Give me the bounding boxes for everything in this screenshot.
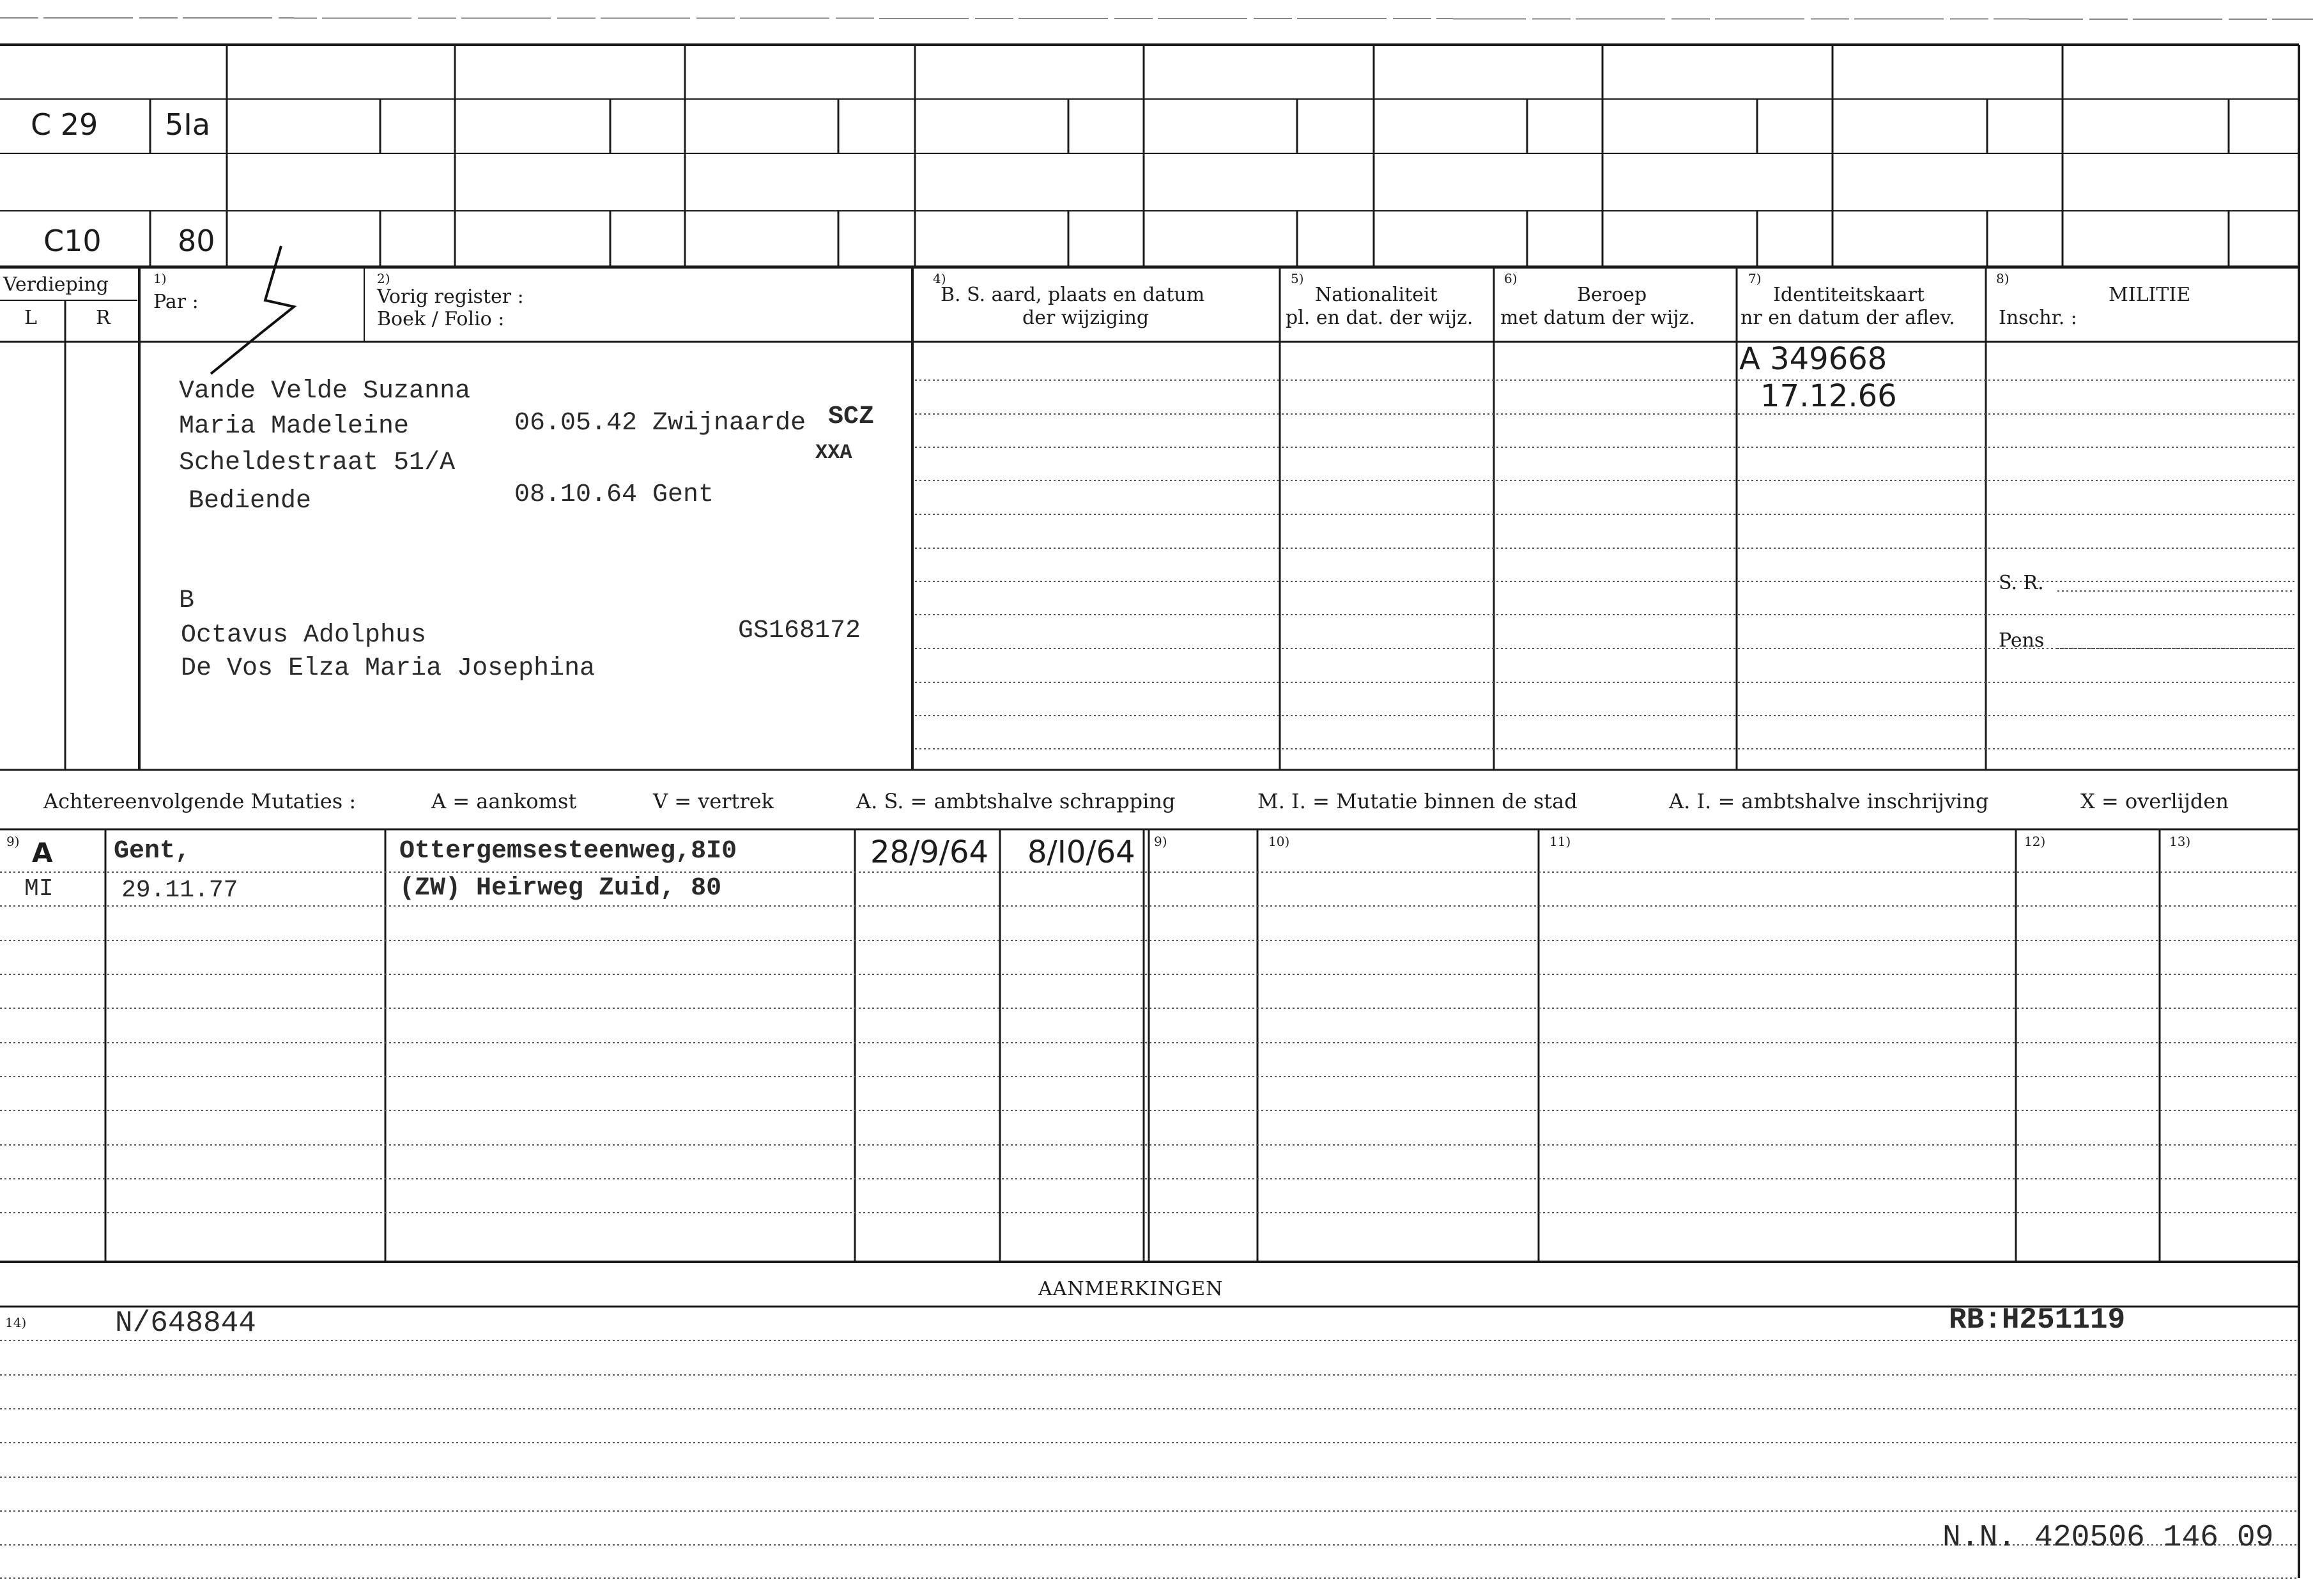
- legend-x: X = overlijden: [2080, 789, 2229, 813]
- top-number-2: 80: [178, 224, 215, 258]
- col2-number: 2): [377, 271, 390, 286]
- col8-number: 8): [1996, 271, 2009, 286]
- col1-number: 1): [153, 271, 167, 286]
- col2-line1: Vorig register :: [377, 286, 524, 308]
- col4-line1: B. S. aard, plaats en datum: [941, 284, 1205, 306]
- mut-col13-number: 13): [2169, 834, 2191, 849]
- person-birth: 06.05.42 Zwijnaarde: [514, 409, 806, 438]
- col2-line2: Boek / Folio :: [377, 308, 505, 330]
- top-number-1: 5Ia: [165, 107, 211, 142]
- legend-title: Achtereenvolgende Mutaties :: [43, 789, 357, 813]
- col7-line1: Identiteitskaart: [1773, 284, 1925, 306]
- mutation-1-date1: 28/9/64: [870, 834, 989, 870]
- col7-number: 7): [1748, 271, 1762, 286]
- col8-sr: S. R.: [1999, 572, 2044, 594]
- legend-a: A = aankomst: [431, 789, 577, 813]
- legend-ai: A. I. = ambtshalve inschrijving: [1669, 789, 1989, 813]
- father-name: Octavus Adolphus: [181, 621, 427, 650]
- person-scz: SCZ: [828, 403, 875, 431]
- id-card-number: A 349668: [1739, 341, 1887, 377]
- verdieping-label: Verdieping: [3, 273, 109, 296]
- legend-v: V = vertrek: [653, 789, 774, 813]
- mut-col9-number: 9): [6, 834, 20, 849]
- legend-as: A. S. = ambtshalve schrapping: [856, 789, 1176, 813]
- person-occupation: Bediende: [188, 487, 312, 516]
- col1-label: Par :: [153, 291, 199, 313]
- person-xxa: XXA: [815, 441, 852, 464]
- mutation-1-place: Gent,: [114, 837, 191, 866]
- col5-line1: Nationaliteit: [1315, 284, 1438, 306]
- col4-line2: der wijziging: [1022, 307, 1149, 329]
- col6-line2: met datum der wijz.: [1500, 307, 1695, 329]
- col4-number: 4): [933, 271, 946, 286]
- col8-pens: Pens: [1999, 629, 2045, 652]
- mutation-2-type: MI: [24, 875, 54, 903]
- mutation-1-street: Ottergemsesteenweg,8I0: [399, 837, 737, 866]
- person-date2: 08.10.64 Gent: [514, 480, 714, 509]
- remarks-number: 14): [5, 1315, 27, 1330]
- verdieping-r: R: [96, 307, 111, 329]
- mut-col9b-number: 9): [1154, 834, 1167, 849]
- remarks-value: N/648844: [115, 1307, 256, 1340]
- mutation-1-date2: 8/I0/64: [1027, 834, 1135, 870]
- mut-col11-number: 11): [1549, 834, 1571, 849]
- top-code-2: C10: [43, 224, 102, 258]
- verdieping-l: L: [24, 307, 37, 329]
- person-name: Vande Velde Suzanna: [179, 377, 471, 406]
- col6-number: 6): [1504, 271, 1518, 286]
- person-given-names: Maria Madeleine: [179, 412, 410, 441]
- col8-title: MILITIE: [2109, 284, 2191, 306]
- top-code-1: C 29: [31, 107, 98, 142]
- mother-name: De Vos Elza Maria Josephina: [181, 654, 596, 683]
- mut-col12-number: 12): [2024, 834, 2046, 849]
- mutation-2-place: 29.11.77: [121, 877, 238, 904]
- col5-line2: pl. en dat. der wijz.: [1286, 307, 1473, 329]
- legend-mi: M. I. = Mutatie binnen de stad: [1257, 789, 1578, 813]
- remarks-rb: RB:H251119: [1949, 1303, 2126, 1337]
- col8-inschr: Inschr. :: [1999, 307, 2077, 329]
- remarks-title: AANMERKINGEN: [1038, 1278, 1224, 1300]
- parent-marker: B: [179, 587, 195, 615]
- person-address: Scheldestraat 51/A: [179, 449, 456, 477]
- person-code: GS168172: [738, 617, 861, 645]
- id-card-date: 17.12.66: [1760, 378, 1897, 414]
- mutation-2-street: (ZW) Heirweg Zuid, 80: [399, 874, 722, 903]
- mut-col10-number: 10): [1268, 834, 1290, 849]
- col6-line1: Beroep: [1577, 284, 1647, 306]
- remarks-nn: N.N. 420506 146 09: [1942, 1521, 2274, 1555]
- col7-line2: nr en datum der aflev.: [1741, 307, 1955, 329]
- mutation-1-type: A: [32, 837, 53, 868]
- col5-number: 5): [1291, 271, 1304, 286]
